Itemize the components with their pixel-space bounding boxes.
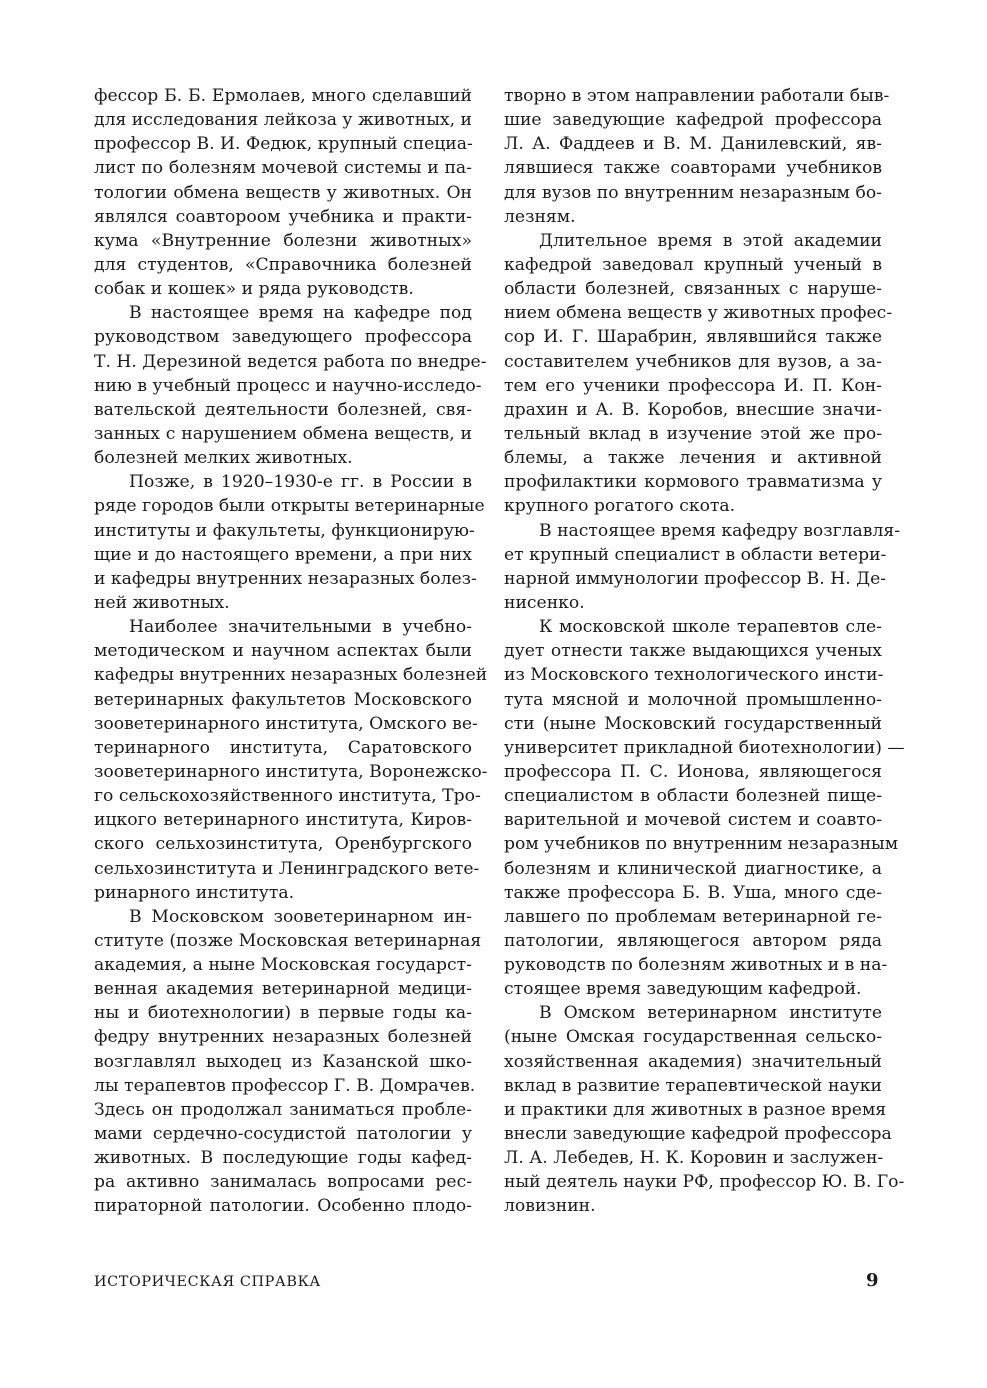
text-line: и кафедры внутренних незаразных болез- (94, 568, 477, 589)
text-line: крупного рогатого скота. (504, 496, 736, 517)
text-line: вательской деятельности болезней, свя- (94, 399, 472, 420)
text-line: академия, а ныне Московская государст- (94, 955, 472, 976)
text-line: возглавлял выходец из Казанской шко- (94, 1051, 472, 1072)
text-line: В настоящее время на кафедре под (129, 303, 472, 324)
text-line: для студентов, «Справочника болезней (94, 254, 472, 275)
text-line: ицкого ветеринарного института, Киров- (94, 810, 472, 831)
text-line: хозяйственная академия) значительный (504, 1051, 882, 1072)
text-line: варительной и мочевой систем и соавто- (504, 810, 882, 831)
text-line: тологии обмена веществ у животных. Он (94, 182, 472, 203)
text-line: тем его ученики профессора И. П. Кон- (504, 375, 882, 396)
text-line: руководством заведующего профессора (94, 327, 472, 348)
text-line: сти (ныне Московский государственный (504, 713, 882, 734)
text-line: сельхозинститута и Ленинградского вете- (94, 858, 480, 879)
text-line: ны и биотехнологии) в первые годы ка- (94, 1003, 472, 1024)
text-line: занных с нарушением обмена веществ, и (94, 423, 472, 444)
text-line: сор И. Г. Шарабрин, являвшийся также (504, 327, 882, 348)
text-line: фессор Б. Б. Ермолаев, много сделавший (94, 86, 472, 106)
text-line: ром учебников по внутренним незаразным (504, 834, 899, 855)
text-line: Наиболее значительными в учебно- (129, 617, 472, 638)
text-line: Длительное время в этой академии (539, 230, 882, 251)
right-column (504, 84, 905, 1219)
running-footer-section-title: ИСТОРИЧЕСКАЯ СПРАВКА (94, 1274, 321, 1290)
page-number: 9 (866, 1270, 879, 1291)
text-line: собак и кошек» и ряда руководств. (94, 279, 414, 300)
text-line: из Московского технологического инсти- (504, 665, 884, 686)
text-line: вклад в развитие терапевтической науки (504, 1075, 882, 1096)
text-line: пираторной патологии. Особенно плодо- (94, 1196, 472, 1217)
text-line: го сельскохозяйственного института, Тро- (94, 786, 481, 807)
text-line: федру внутренних незаразных болезней (94, 1027, 472, 1048)
text-line: руководств по болезням животных и в на- (504, 955, 888, 976)
text-line: лы терапевтов профессор Г. В. Домрачев. (94, 1075, 476, 1096)
left-column (94, 84, 488, 1219)
text-line: специалистом в области болезней пище- (504, 786, 882, 807)
text-line: венная академия ветеринарной медици- (94, 979, 472, 1000)
text-line: для исследования лейкоза у животных, и (94, 110, 472, 131)
text-line: также профессора Б. В. Уша, много сде- (504, 882, 882, 903)
text-line: К московской школе терапевтов сле- (539, 617, 882, 638)
text-line: ского сельхозинститута, Оренбургского (94, 834, 472, 855)
text-line: лявшиеся также соавторами учебников (504, 158, 882, 179)
text-line: и практики для животных в разное время (504, 1099, 887, 1120)
text-line: профессор В. И. Федюк, крупный специа- (94, 134, 473, 155)
text-line: Позже, в 1920–1930-е гг. в России в (129, 472, 472, 493)
text-line: ет крупный специалист в области ветери- (504, 544, 887, 565)
text-line: для вузов по внутренним незаразным бо- (504, 182, 882, 203)
text-line: лист по болезням мочевой системы и па- (94, 158, 472, 179)
text-line: мами сердечно-сосудистой патологии у (94, 1124, 472, 1145)
text-line: животных. В последующие годы кафед- (94, 1148, 472, 1169)
text-line: Л. А. Лебедев, Н. К. Коровин и заслужен- (504, 1148, 884, 1169)
text-line: ряде городов были открыты ветеринарные (94, 496, 485, 517)
text-line: Т. Н. Дерезиной ведется работа по внедре- (94, 351, 487, 372)
text-line: ституте (позже Московская ветеринарная (94, 930, 482, 951)
text-line: ный деятель науки РФ, профессор Ю. В. Го- (504, 1172, 905, 1193)
text-line: зооветеринарного института, Омского ве- (94, 713, 478, 734)
text-line: ней животных. (94, 592, 230, 613)
text-line: В Омском ветеринарном институте (539, 1003, 882, 1024)
text-line: университет прикладной биотехнологии) — (504, 737, 905, 758)
text-line: кафедры внутренних незаразных болезней (94, 665, 488, 686)
text-line: кафедрой заведовал крупный ученый в (504, 254, 882, 275)
text-line: лавшего по проблемам ветеринарной ге- (504, 906, 882, 927)
text-line: составителем учебников для вузов, а за- (504, 351, 882, 372)
text-line: профилактики кормового травматизма у (504, 472, 882, 493)
text-line: В Московском зооветеринарном ин- (129, 906, 472, 927)
text-line: тельный вклад в изучение этой же про- (504, 423, 882, 444)
text-line: тута мясной и молочной промышленно- (504, 689, 882, 710)
text-line: внесли заведующие кафедрой профессора (504, 1124, 892, 1145)
text-line: институты и факультеты, функционирую- (94, 520, 475, 541)
text-line: ра активно занималась вопросами рес- (94, 1172, 472, 1193)
text-line: болезням и клинической диагностике, а (504, 858, 882, 879)
text-line: являлся соавтороом учебника и практи- (94, 206, 472, 227)
text-line: Здесь он продолжал заниматься пробле- (94, 1099, 472, 1120)
text-line: ринарного института. (94, 882, 295, 903)
text-line: ветеринарных факультетов Московского (94, 689, 472, 710)
text-line: щие и до настоящего времени, а при них (94, 544, 472, 565)
text-line: профессора П. С. Ионова, являющегося (504, 761, 882, 782)
text-line: области болезней, связанных с наруше- (504, 279, 882, 300)
text-line: творно в этом направлении работали быв- (504, 86, 890, 106)
text-line: нарной иммунологии профессор В. Н. Де- (504, 568, 887, 589)
text-line: драхин и А. В. Коробов, внесшие значи- (504, 399, 882, 420)
text-line: нию в учебный процесс и научно-исследо- (94, 375, 482, 396)
text-line: нисенко. (504, 592, 585, 613)
text-line: лезням. (504, 206, 576, 227)
text-line: стоящее время заведующим кафедрой. (504, 979, 862, 1000)
text-line: Л. А. Фаддеев и В. М. Данилевский, яв- (504, 134, 882, 155)
text-line: нием обмена веществ у животных профес- (504, 303, 893, 324)
text-line: болезней мелких животных. (94, 448, 353, 469)
text-line: методическом и научном аспектах были (94, 641, 472, 662)
text-line: ловизнин. (504, 1196, 596, 1217)
text-line: В настоящее время кафедру возглавля- (539, 520, 901, 541)
text-line: кума «Внутренние болезни животных» (94, 230, 472, 251)
text-line: патологии, являющегося автором ряда (504, 930, 882, 951)
text-line: дует отнести также выдающихся ученых (504, 641, 882, 662)
text-line: теринарного института, Саратовского (94, 737, 472, 758)
text-line: блемы, а также лечения и активной (504, 448, 882, 469)
text-line: (ныне Омская государственная сельско- (504, 1027, 882, 1048)
text-line: шие заведующие кафедрой профессора (504, 110, 882, 131)
text-line: зооветеринарного института, Воронежско- (94, 761, 488, 782)
